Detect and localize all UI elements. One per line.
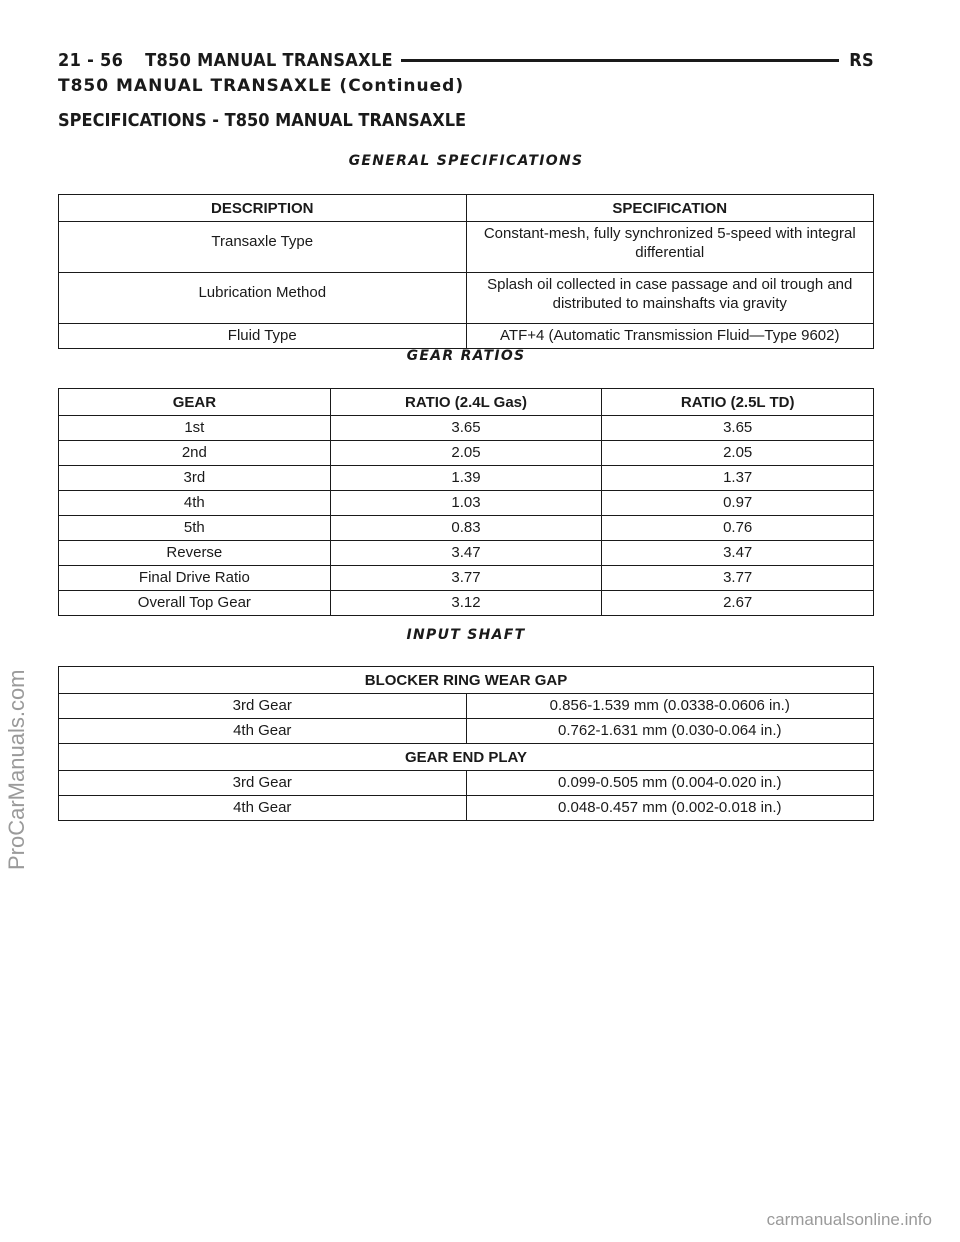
table-cell: Final Drive Ratio	[59, 566, 331, 591]
table-cell: 0.048-0.457 mm (0.002-0.018 in.)	[466, 796, 874, 821]
section-heading: BLOCKER RING WEAR GAP	[59, 667, 874, 694]
header-code: RS	[849, 49, 874, 71]
table-row	[59, 491, 874, 516]
table-cell: 3.12	[330, 591, 602, 616]
table-cell: 2.05	[602, 441, 874, 466]
table-cell: 1.03	[330, 491, 602, 516]
column-header: RATIO (2.4L Gas)	[330, 389, 602, 416]
table-cell: 3.77	[330, 566, 602, 591]
input-shaft-title: INPUT SHAFT	[406, 627, 526, 643]
specifications-title: SPECIFICATIONS - T850 MANUAL TRANSAXLE	[58, 110, 467, 131]
page-header	[58, 46, 874, 74]
table-header-row	[59, 195, 874, 222]
table-cell: 1.39	[330, 466, 602, 491]
table-cell: 5th	[59, 516, 331, 541]
input-shaft-table	[58, 666, 874, 821]
table-cell: 1st	[59, 416, 331, 441]
table-cell: 3rd	[59, 466, 331, 491]
table-row	[59, 416, 874, 441]
gear-ratios-table	[58, 388, 874, 616]
table-cell: 4th Gear	[59, 719, 467, 744]
table-row	[59, 719, 874, 744]
header-rule	[401, 59, 839, 62]
table-row	[59, 694, 874, 719]
table-cell: ATF+4 (Automatic Transmission Fluid—Type 9602)	[466, 324, 874, 349]
table-row	[59, 591, 874, 616]
table-cell: 3.47	[330, 541, 602, 566]
table-cell: Constant-mesh, fully synchronized 5-speed with integral differential	[466, 222, 874, 273]
table-row	[59, 566, 874, 591]
table-row	[59, 516, 874, 541]
table-row	[59, 324, 874, 349]
table-section-heading-row	[59, 667, 874, 694]
general-specifications-title: GENERAL SPECIFICATIONS	[348, 153, 584, 169]
column-header: RATIO (2.5L TD)	[602, 389, 874, 416]
table-cell: Reverse	[59, 541, 331, 566]
gear-ratios-title: GEAR RATIOS	[406, 348, 526, 364]
table-cell: 3rd Gear	[59, 771, 467, 796]
table-row	[59, 466, 874, 491]
table-cell: 3.65	[330, 416, 602, 441]
table-cell: 0.83	[330, 516, 602, 541]
table-cell: 0.97	[602, 491, 874, 516]
table-row	[59, 441, 874, 466]
bottom-watermark: carmanualsonline.info	[766, 1210, 932, 1229]
table-row	[59, 771, 874, 796]
table-cell: 2.67	[602, 591, 874, 616]
table-cell: 4th Gear	[59, 796, 467, 821]
table-row	[59, 796, 874, 821]
table-cell: Splash oil collected in case passage and oil trough and distributed to mainshafts via gravity	[466, 273, 874, 324]
table-row	[59, 222, 874, 273]
table-cell: Fluid Type	[59, 324, 467, 349]
table-cell: 3.47	[602, 541, 874, 566]
table-section-heading-row	[59, 744, 874, 771]
table-cell: 2nd	[59, 441, 331, 466]
header-title: T850 MANUAL TRANSAXLE	[145, 49, 393, 71]
column-header: DESCRIPTION	[59, 195, 467, 222]
page-number: 21 - 56	[58, 49, 124, 71]
column-header: SPECIFICATION	[466, 195, 874, 222]
continued-title: T850 MANUAL TRANSAXLE (Continued)	[58, 76, 465, 96]
table-row	[59, 541, 874, 566]
table-cell: 4th	[59, 491, 331, 516]
table-cell: 0.762-1.631 mm (0.030-0.064 in.)	[466, 719, 874, 744]
table-cell: 1.37	[602, 466, 874, 491]
table-cell: 2.05	[330, 441, 602, 466]
table-cell: 3.77	[602, 566, 874, 591]
table-header-row	[59, 389, 874, 416]
table-cell: Lubrication Method	[59, 273, 467, 324]
table-cell: 0.76	[602, 516, 874, 541]
table-row	[59, 273, 874, 324]
side-watermark: ProCarManuals.com	[4, 669, 29, 870]
table-cell: Overall Top Gear	[59, 591, 331, 616]
table-cell: 0.856-1.539 mm (0.0338-0.0606 in.)	[466, 694, 874, 719]
table-cell: 0.099-0.505 mm (0.004-0.020 in.)	[466, 771, 874, 796]
table-cell: Transaxle Type	[59, 222, 467, 273]
general-specifications-table	[58, 194, 874, 349]
table-cell: 3.65	[602, 416, 874, 441]
section-heading: GEAR END PLAY	[59, 744, 874, 771]
column-header: GEAR	[59, 389, 331, 416]
table-cell: 3rd Gear	[59, 694, 467, 719]
